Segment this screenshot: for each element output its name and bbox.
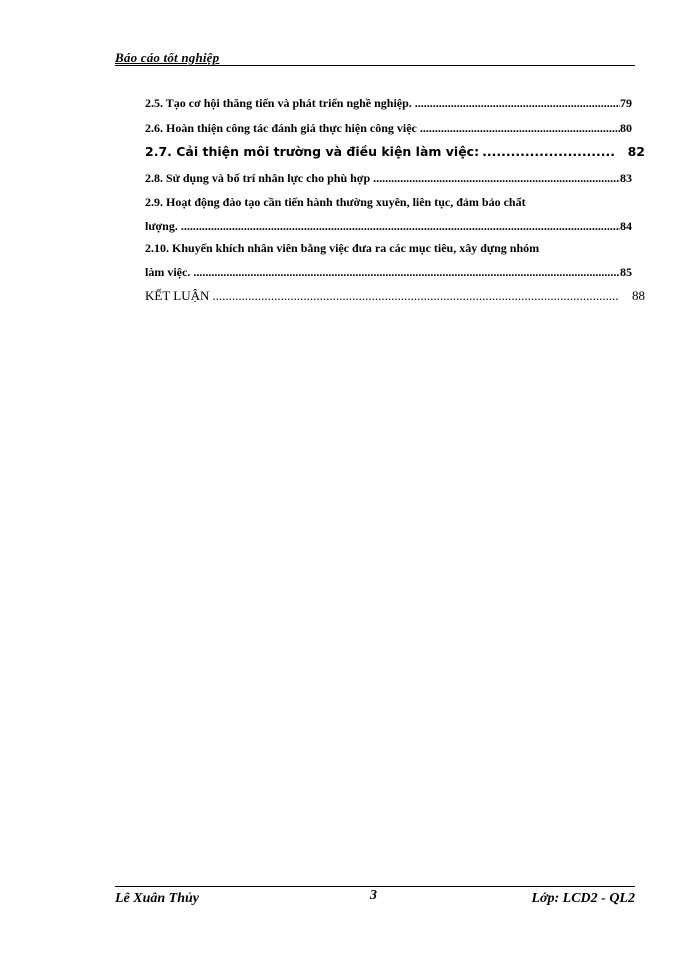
toc-entry-2-7 [145, 144, 645, 160]
toc-entry-2-5 [145, 95, 632, 111]
page-header [115, 52, 635, 66]
toc-leader-dots [373, 170, 620, 186]
toc-leader-dots [193, 264, 620, 280]
toc-entry-text: 2.6. Hoàn thiện công tác đánh giá thực hiện công việc [145, 121, 417, 135]
toc-page-number: 79 [620, 96, 632, 110]
toc-leader-dots [420, 120, 620, 136]
toc-leader-dots [212, 288, 618, 304]
header-title: Báo cáo tốt nghiệp [115, 50, 220, 65]
toc-page-number: 83 [620, 171, 632, 185]
toc-leader-dots [415, 95, 620, 111]
toc-page-number: 84 [620, 219, 632, 233]
toc-leader-dots [482, 144, 614, 160]
toc-page-number: 82 [627, 144, 645, 159]
toc-page-number: 80 [620, 121, 632, 135]
toc-entry-text-line1: 2.9. Hoạt động đào tạo cần tiến hành thường xuyên, liên tục, đảm bảo chất [145, 195, 526, 209]
footer-page-number: 3 [370, 888, 377, 903]
footer-class-label: Lớp: LCD2 - QL2 [531, 891, 635, 906]
toc-entry-text-line2: lượng. [145, 219, 178, 233]
footer-author: Lê Xuân Thủy [115, 891, 200, 906]
toc-entry-text-line1: 2.10. Khuyến khích nhân viên bằng việc đưa ra các mục tiêu, xây dựng nhóm [145, 241, 540, 255]
page-footer [115, 886, 635, 917]
toc-entry-2-10 [145, 240, 632, 280]
toc-entry-text-line2: làm việc. [145, 265, 191, 279]
toc-entry-text: KẾT LUẬN [145, 288, 210, 303]
toc-entry-ket-luan [145, 288, 645, 304]
toc-page-number: 85 [620, 265, 632, 279]
toc-leader-dots [181, 218, 620, 234]
toc-entry-2-8 [145, 170, 632, 186]
toc-entry-2-6 [145, 120, 632, 136]
toc-page-number: 88 [632, 288, 645, 303]
toc-entry-text: 2.5. Tạo cơ hội thăng tiến và phát triển nghề nghiệp. [145, 96, 412, 110]
toc-entry-text: 2.7. Cải thiện môi trường và điều kiện làm việc: [145, 144, 480, 159]
toc-entry-text: 2.8. Sử dụng và bố trí nhân lực cho phù hợp [145, 171, 371, 185]
toc-entry-2-9 [145, 194, 632, 234]
